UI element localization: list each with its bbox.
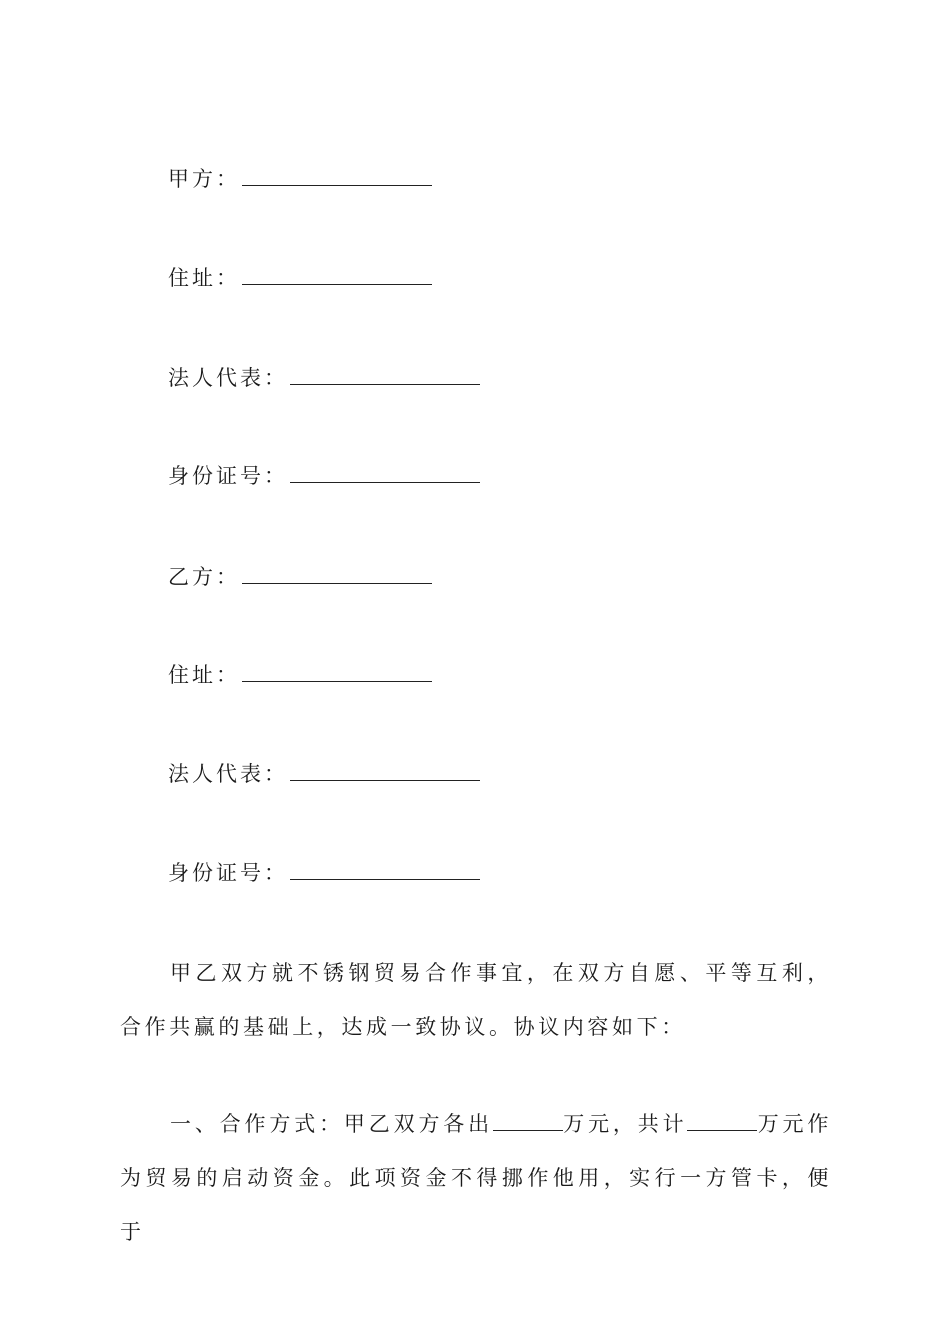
party-a-address-blank[interactable] xyxy=(242,264,432,285)
clause-1-part2: 万元，共计 xyxy=(562,1112,688,1136)
party-a-label: 甲方： xyxy=(168,167,240,191)
party-b-address-blank[interactable] xyxy=(242,661,432,682)
party-a-rep-blank[interactable] xyxy=(290,364,480,385)
party-b-address-label: 住址： xyxy=(168,663,240,687)
party-a-address-label: 住址： xyxy=(168,266,240,290)
party-b-rep-label: 法人代表： xyxy=(168,762,288,786)
clause-1-part1: 一、合作方式：甲乙双方各出 xyxy=(170,1112,493,1136)
party-a-rep-label: 法人代表： xyxy=(168,366,288,390)
party-a-address-line xyxy=(168,264,432,292)
party-a-line xyxy=(168,165,432,193)
clause-1-amount-each-blank[interactable] xyxy=(493,1110,563,1131)
party-a-rep-line xyxy=(168,364,480,392)
clause-1-part3: 万元作为贸易的启动资金。此项资金不得挪作他用，实行一方管卡，便于 xyxy=(120,1112,832,1244)
party-a-id-line xyxy=(168,462,480,490)
party-b-id-line xyxy=(168,859,480,887)
party-a-id-label: 身份证号： xyxy=(168,464,288,488)
party-b-rep-blank[interactable] xyxy=(290,760,480,781)
party-b-label: 乙方： xyxy=(168,565,240,589)
clause-1-amount-total-blank[interactable] xyxy=(687,1110,757,1131)
party-b-id-blank[interactable] xyxy=(290,859,480,880)
party-b-address-line xyxy=(168,661,432,689)
party-b-blank[interactable] xyxy=(242,563,432,584)
party-b-rep-line xyxy=(168,760,480,788)
party-b-id-label: 身份证号： xyxy=(168,861,288,885)
clause-1-paragraph xyxy=(120,1097,832,1259)
party-a-blank[interactable] xyxy=(242,165,432,186)
intro-paragraph: 甲乙双方就不锈钢贸易合作事宜，在双方自愿、平等互利，合作共赢的基础上，达成一致协议。协议内容如下： xyxy=(120,961,832,1039)
party-b-line xyxy=(168,563,432,591)
party-a-id-blank[interactable] xyxy=(290,462,480,483)
